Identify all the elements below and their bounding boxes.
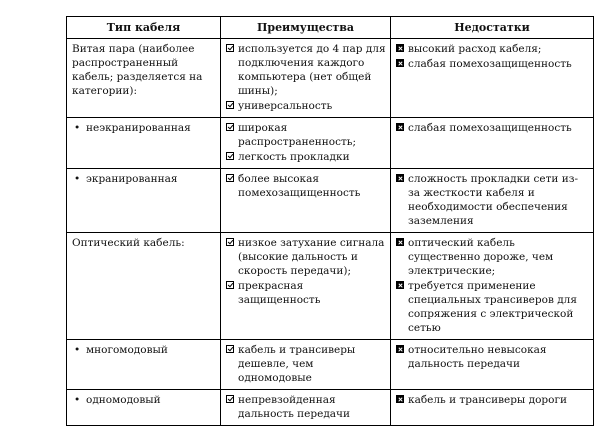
disadvantage-item-text: относительно невысокая дальность передачи xyxy=(408,344,547,370)
table-row xyxy=(67,390,594,426)
cable-subtype xyxy=(72,121,216,135)
cable-type-label: одномодовый xyxy=(86,394,161,406)
advantage-item xyxy=(226,279,386,307)
disadvantage-item-text: сложность прокладки сети из-за жесткости кабеля и необходимости обеспечения заземления xyxy=(408,173,579,227)
disadvantage-item-text: слабая помехозащищенность xyxy=(408,58,572,70)
cable-type-label: неэкранированная xyxy=(86,122,191,134)
checkbox-checked-icon xyxy=(226,152,234,160)
cable-type-label: Витая пара (наиболее распространенный кабель; разделяется на категории): xyxy=(72,43,203,97)
bullet-icon: • xyxy=(74,394,81,406)
cable-type-cell xyxy=(67,118,221,169)
disadvantage-item xyxy=(396,57,589,71)
disadvantage-item xyxy=(396,393,589,407)
advantages-cell xyxy=(221,118,391,169)
advantage-item-text: широкая распространенность; xyxy=(238,122,357,148)
advantage-item-text: легкость прокладки xyxy=(238,151,350,163)
bullet-icon: • xyxy=(74,122,81,134)
table-row xyxy=(67,118,594,169)
advantages-cell xyxy=(221,169,391,233)
advantages-cell xyxy=(221,233,391,340)
checkbox-checked-icon xyxy=(226,395,234,403)
advantages-cell xyxy=(221,340,391,390)
disadvantage-item xyxy=(396,121,589,135)
checkbox-crossed-icon xyxy=(396,345,404,353)
advantage-item xyxy=(226,99,386,113)
cable-type-cell xyxy=(67,39,221,118)
cable-subtype xyxy=(72,393,216,407)
header-cable-type: Тип кабеля xyxy=(67,17,221,39)
header-row xyxy=(67,17,594,39)
checkbox-checked-icon xyxy=(226,345,234,353)
cable-comparison-table xyxy=(66,16,594,426)
checkbox-crossed-icon xyxy=(396,395,404,403)
bullet-icon: • xyxy=(74,173,81,185)
disadvantage-item xyxy=(396,343,589,371)
cable-type-cell xyxy=(67,169,221,233)
disadvantages-cell xyxy=(391,39,594,118)
cable-type-cell xyxy=(67,233,221,340)
checkbox-checked-icon xyxy=(226,123,234,131)
advantage-item-text: непревзойденная дальность передачи xyxy=(238,394,350,420)
disadvantages-cell xyxy=(391,169,594,233)
advantage-item xyxy=(226,121,386,149)
disadvantage-item xyxy=(396,42,589,56)
advantage-item xyxy=(226,343,386,385)
disadvantage-item-text: кабель и трансиверы дороги xyxy=(408,394,567,406)
table-row xyxy=(67,233,594,340)
checkbox-crossed-icon xyxy=(396,59,404,67)
checkbox-checked-icon xyxy=(226,101,234,109)
advantage-item xyxy=(226,42,386,98)
cable-type-cell xyxy=(67,340,221,390)
bullet-icon: • xyxy=(74,344,81,356)
cable-type-cell xyxy=(67,390,221,426)
cable-type-label: Оптический кабель: xyxy=(72,237,185,249)
disadvantage-item-text: слабая помехозащищенность xyxy=(408,122,572,134)
advantage-item-text: используется до 4 пар для подключения каждого компьютера (нет общей шины); xyxy=(238,43,386,97)
cable-type-label: многомодовый xyxy=(86,344,168,356)
checkbox-crossed-icon xyxy=(396,174,404,182)
advantage-item xyxy=(226,150,386,164)
checkbox-crossed-icon xyxy=(396,281,404,289)
table-row xyxy=(67,39,594,118)
advantages-cell xyxy=(221,39,391,118)
advantage-item xyxy=(226,236,386,278)
disadvantage-item xyxy=(396,279,589,335)
table-body xyxy=(67,39,594,426)
disadvantages-cell xyxy=(391,390,594,426)
cable-subtype xyxy=(72,172,216,186)
disadvantage-item-text: высокий расход кабеля; xyxy=(408,43,542,55)
advantage-item-text: низкое затухание сигнала (высокие дальность и скорость передачи); xyxy=(238,237,385,277)
advantages-cell xyxy=(221,390,391,426)
disadvantage-item xyxy=(396,172,589,228)
disadvantages-cell xyxy=(391,233,594,340)
cable-type-label: экранированная xyxy=(86,173,178,185)
disadvantages-cell xyxy=(391,340,594,390)
checkbox-checked-icon xyxy=(226,281,234,289)
advantage-item xyxy=(226,172,386,200)
checkbox-crossed-icon xyxy=(396,123,404,131)
advantage-item-text: кабель и трансиверы дешевле, чем одномодовые xyxy=(238,344,356,384)
table-row xyxy=(67,340,594,390)
header-advantages: Преимущества xyxy=(221,17,391,39)
cable-subtype xyxy=(72,343,216,357)
checkbox-checked-icon xyxy=(226,174,234,182)
checkbox-crossed-icon xyxy=(396,44,404,52)
checkbox-checked-icon xyxy=(226,44,234,52)
advantage-item-text: универсальность xyxy=(238,100,333,112)
disadvantage-item-text: требуется применение специальных трансиверов для сопряжения с электрической сетью xyxy=(408,280,577,334)
disadvantages-cell xyxy=(391,118,594,169)
disadvantage-item-text: оптический кабель существенно дороже, чем электрические; xyxy=(408,237,554,277)
disadvantage-item xyxy=(396,236,589,278)
header-disadvantages: Недостатки xyxy=(391,17,594,39)
checkbox-crossed-icon xyxy=(396,238,404,246)
advantage-item-text: прекрасная защищенность xyxy=(238,280,321,306)
advantage-item xyxy=(226,393,386,421)
checkbox-checked-icon xyxy=(226,238,234,246)
table-row xyxy=(67,169,594,233)
advantage-item-text: более высокая помехозащищенность xyxy=(238,173,361,199)
